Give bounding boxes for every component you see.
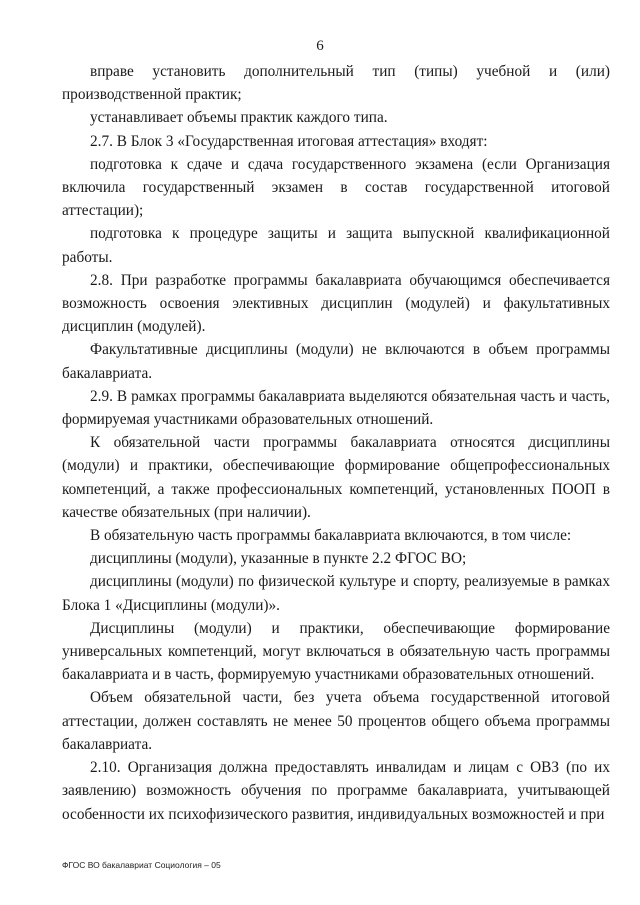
paragraph: устанавливает объемы практик каждого типа. xyxy=(90,109,388,127)
paragraph: подготовка к сдаче и сдача государственного экзамена (если Организация включила государственный экзамен в состав государственной итоговой аттестации); xyxy=(62,155,610,220)
paragraph: Объем обязательной части, без учета объема государственной итоговой аттестации, должен составлять не менее 50 процентов общего объема программы бакалавриата. xyxy=(62,689,610,753)
page-number: 6 xyxy=(316,38,324,54)
paragraph: вправе установить дополнительный тип (типы) учебной и (или) производственной практик; xyxy=(62,63,610,104)
paragraph: 2.7. В Блок 3 «Государственная итоговая аттестация» входят: xyxy=(90,132,488,150)
paragraph: В обязательную часть программы бакалавриата включаются, в том числе: xyxy=(90,527,572,545)
paragraph: К обязательной части программы бакалавриата относятся дисциплины (модули) и практики, обеспечивающие формирование общепрофессиональных компетенций, а также профессиональных компетенций, установленных ПООП в качестве обязательных (при наличии). xyxy=(62,434,610,521)
paragraph: Факультативные дисциплины (модули) не включаются в объем программы бакалавриата. xyxy=(62,341,610,382)
paragraph: дисциплины (модули), указанные в пункте 2.2 ФГОС ВО; xyxy=(90,550,467,568)
paragraph: дисциплины (модули) по физической культуре и спорту, реализуемые в рамках Блока 1 «Дисциплины (модули)». xyxy=(62,573,610,614)
paragraph: 2.10. Организация должна предоставлять инвалидам и лицам с ОВЗ (по их заявлению) возможность обучения по программе бакалавриата, учитывающей особенности их психофизического развития, индивидуальных возможностей и при xyxy=(62,759,610,823)
page-footer: ФГОС ВО бакалавриат Социология – 05 xyxy=(62,860,221,870)
paragraph: подготовка к процедуре защиты и защита выпускной квалификационной работы. xyxy=(62,225,610,266)
paragraph: 2.8. При разработке программы бакалавриата обучающимся обеспечивается возможность освоения элективных дисциплин (модулей) и факультативных дисциплин (модулей). xyxy=(62,271,610,336)
paragraph: 2.9. В рамках программы бакалавриата выделяются обязательная часть и часть, формируемая участниками образовательных отношений. xyxy=(62,387,610,429)
document-body xyxy=(62,60,610,826)
paragraph: Дисциплины (модули) и практики, обеспечивающие формирование универсальных компетенций, могут включаться в обязательную часть программы бакалавриата и в часть, формируемую участниками образовательных отношений. xyxy=(62,619,610,684)
